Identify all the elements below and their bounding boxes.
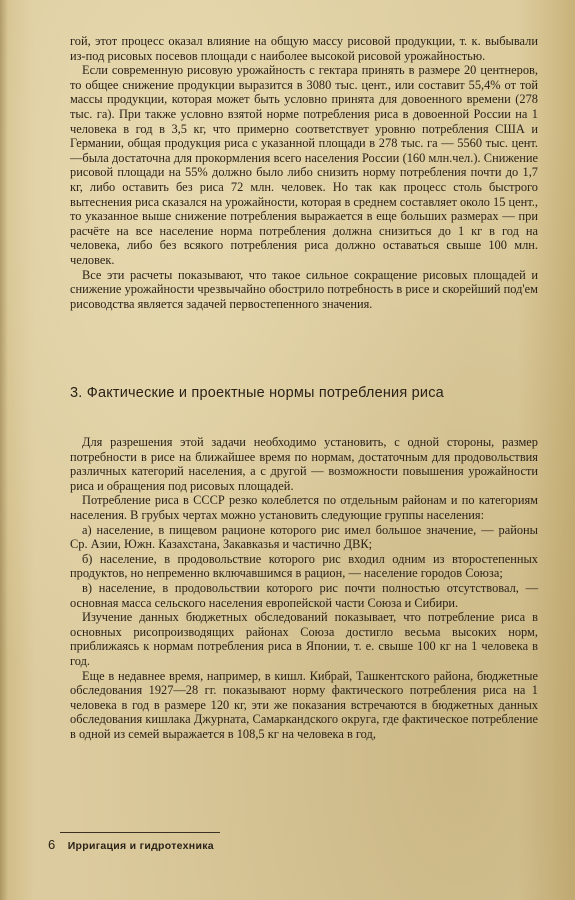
list-item-group-b: б) население, в продовольствие которого рис входил одним из второстепенных продуктов, но непременно включавшимся в рацион, — население городов Союза;	[70, 551, 538, 581]
journal-name: Ирригация и гидротехника	[67, 840, 214, 852]
section-heading: 3. Фактические и проектные нормы потребления риса	[70, 385, 444, 401]
footer-divider	[60, 832, 220, 833]
list-item-group-c: в) население, в продовольствии которого рис почти полностью отсутствовал, —основная масса сельского населения европейской части Союза и Сибири.	[70, 580, 538, 610]
paragraph-continuation: гой, этот процесс оказал влияние на общую массу рисовой продукции, т. к. выбывали из-под рисовых посевов площади с наиболее высокой рисовой урожайностью.	[70, 34, 538, 63]
paragraph-budget-surveys: Изучение данных бюджетных обследований показывает, что потребление риса в основных рисопроизводящих районах Союза достигло весьма высоких норм, приближаясь к нормам потребления риса в Японии, т. е. свыше 100 кг на 1 человека в год.	[70, 610, 538, 668]
page-footer	[48, 836, 214, 854]
paragraph-task: Для разрешения этой задачи необходимо установить, с одной стороны, размер потребности в рисе на ближайшее время по нормам, достаточным для продовольствия различных категорий населения, а с другой — возможности повышения урожайности риса и обращения под рисовых площадей.	[70, 435, 538, 493]
page-spine-shadow	[0, 0, 8, 900]
top-text-block	[70, 34, 538, 311]
paragraph-kibray-example: Еще в недавнее время, например, в кишл. Кибрай, Ташкентского района, бюджетные обследования 1927—28 гг. показывают норму фактического потребления риса на 1 человека в год в размере 120 кг, эти же показания встречаются в бюджетных данных обследования кишлака Джурната, Самаркандского округа, где фактическое потребление в одной из семей выражается в 108,5 кг на человека в год,	[70, 668, 538, 741]
paragraph-conclusion: Все эти расчеты показывают, что такое сильное сокращение рисовых площадей и снижение урожайности чрезвычайно обострило потребность в рисе и скорейший под'ем рисоводства является задачей первостепенного значения.	[70, 267, 538, 311]
paragraph-consumption-groups: Потребление риса в СССР резко колеблется по отдельным районам и по категориям населения. В грубых чертах можно установить следующие группы населения:	[70, 493, 538, 522]
page-number: 6	[48, 837, 56, 852]
bottom-text-block	[70, 435, 538, 741]
paragraph-yield-calculation: Если современную рисовую урожайность с гектара принять в размере 20 центнеров, то общее снижение продукции выразится в 3080 тыс. цент., или составит 55,4% от той массы продукции, которая может быть условно принята для довоенного времени (278 тыс. га). При также условно взятой норме потребления риса в довоенной России на 1 человека в год в 3,5 кг, что примерно соответствует уровню потребления США и Германии, общая продукция риса с указанной площади в 278 тыс. га — 5560 тыс. цент.—была достаточна для прокормления всего населения России (160 млн.чел.). Снижение рисовой площади на 55% должно было либо снизить норму потребления почти до 1,7 кг, либо оставить без риса 72 млн. человек. Но так как процесс столь быстрого вытеснения риса сказался на урожайности, которая в среднем составляет около 15 цент., то указанное выше снижение потребления выражается в еще больших размерах — при расчёте на все население норма потребления должна снизиться до 1 кг в год на человека, либо без всякого потребления риса должно оставаться свыше 100 млн. человек.	[70, 63, 538, 267]
list-item-group-a: а) население, в пищевом рационе которого рис имел большое значение, — районы Ср. Азии, Южн. Казахстана, Закавказья и частично ДВК;	[70, 522, 538, 552]
